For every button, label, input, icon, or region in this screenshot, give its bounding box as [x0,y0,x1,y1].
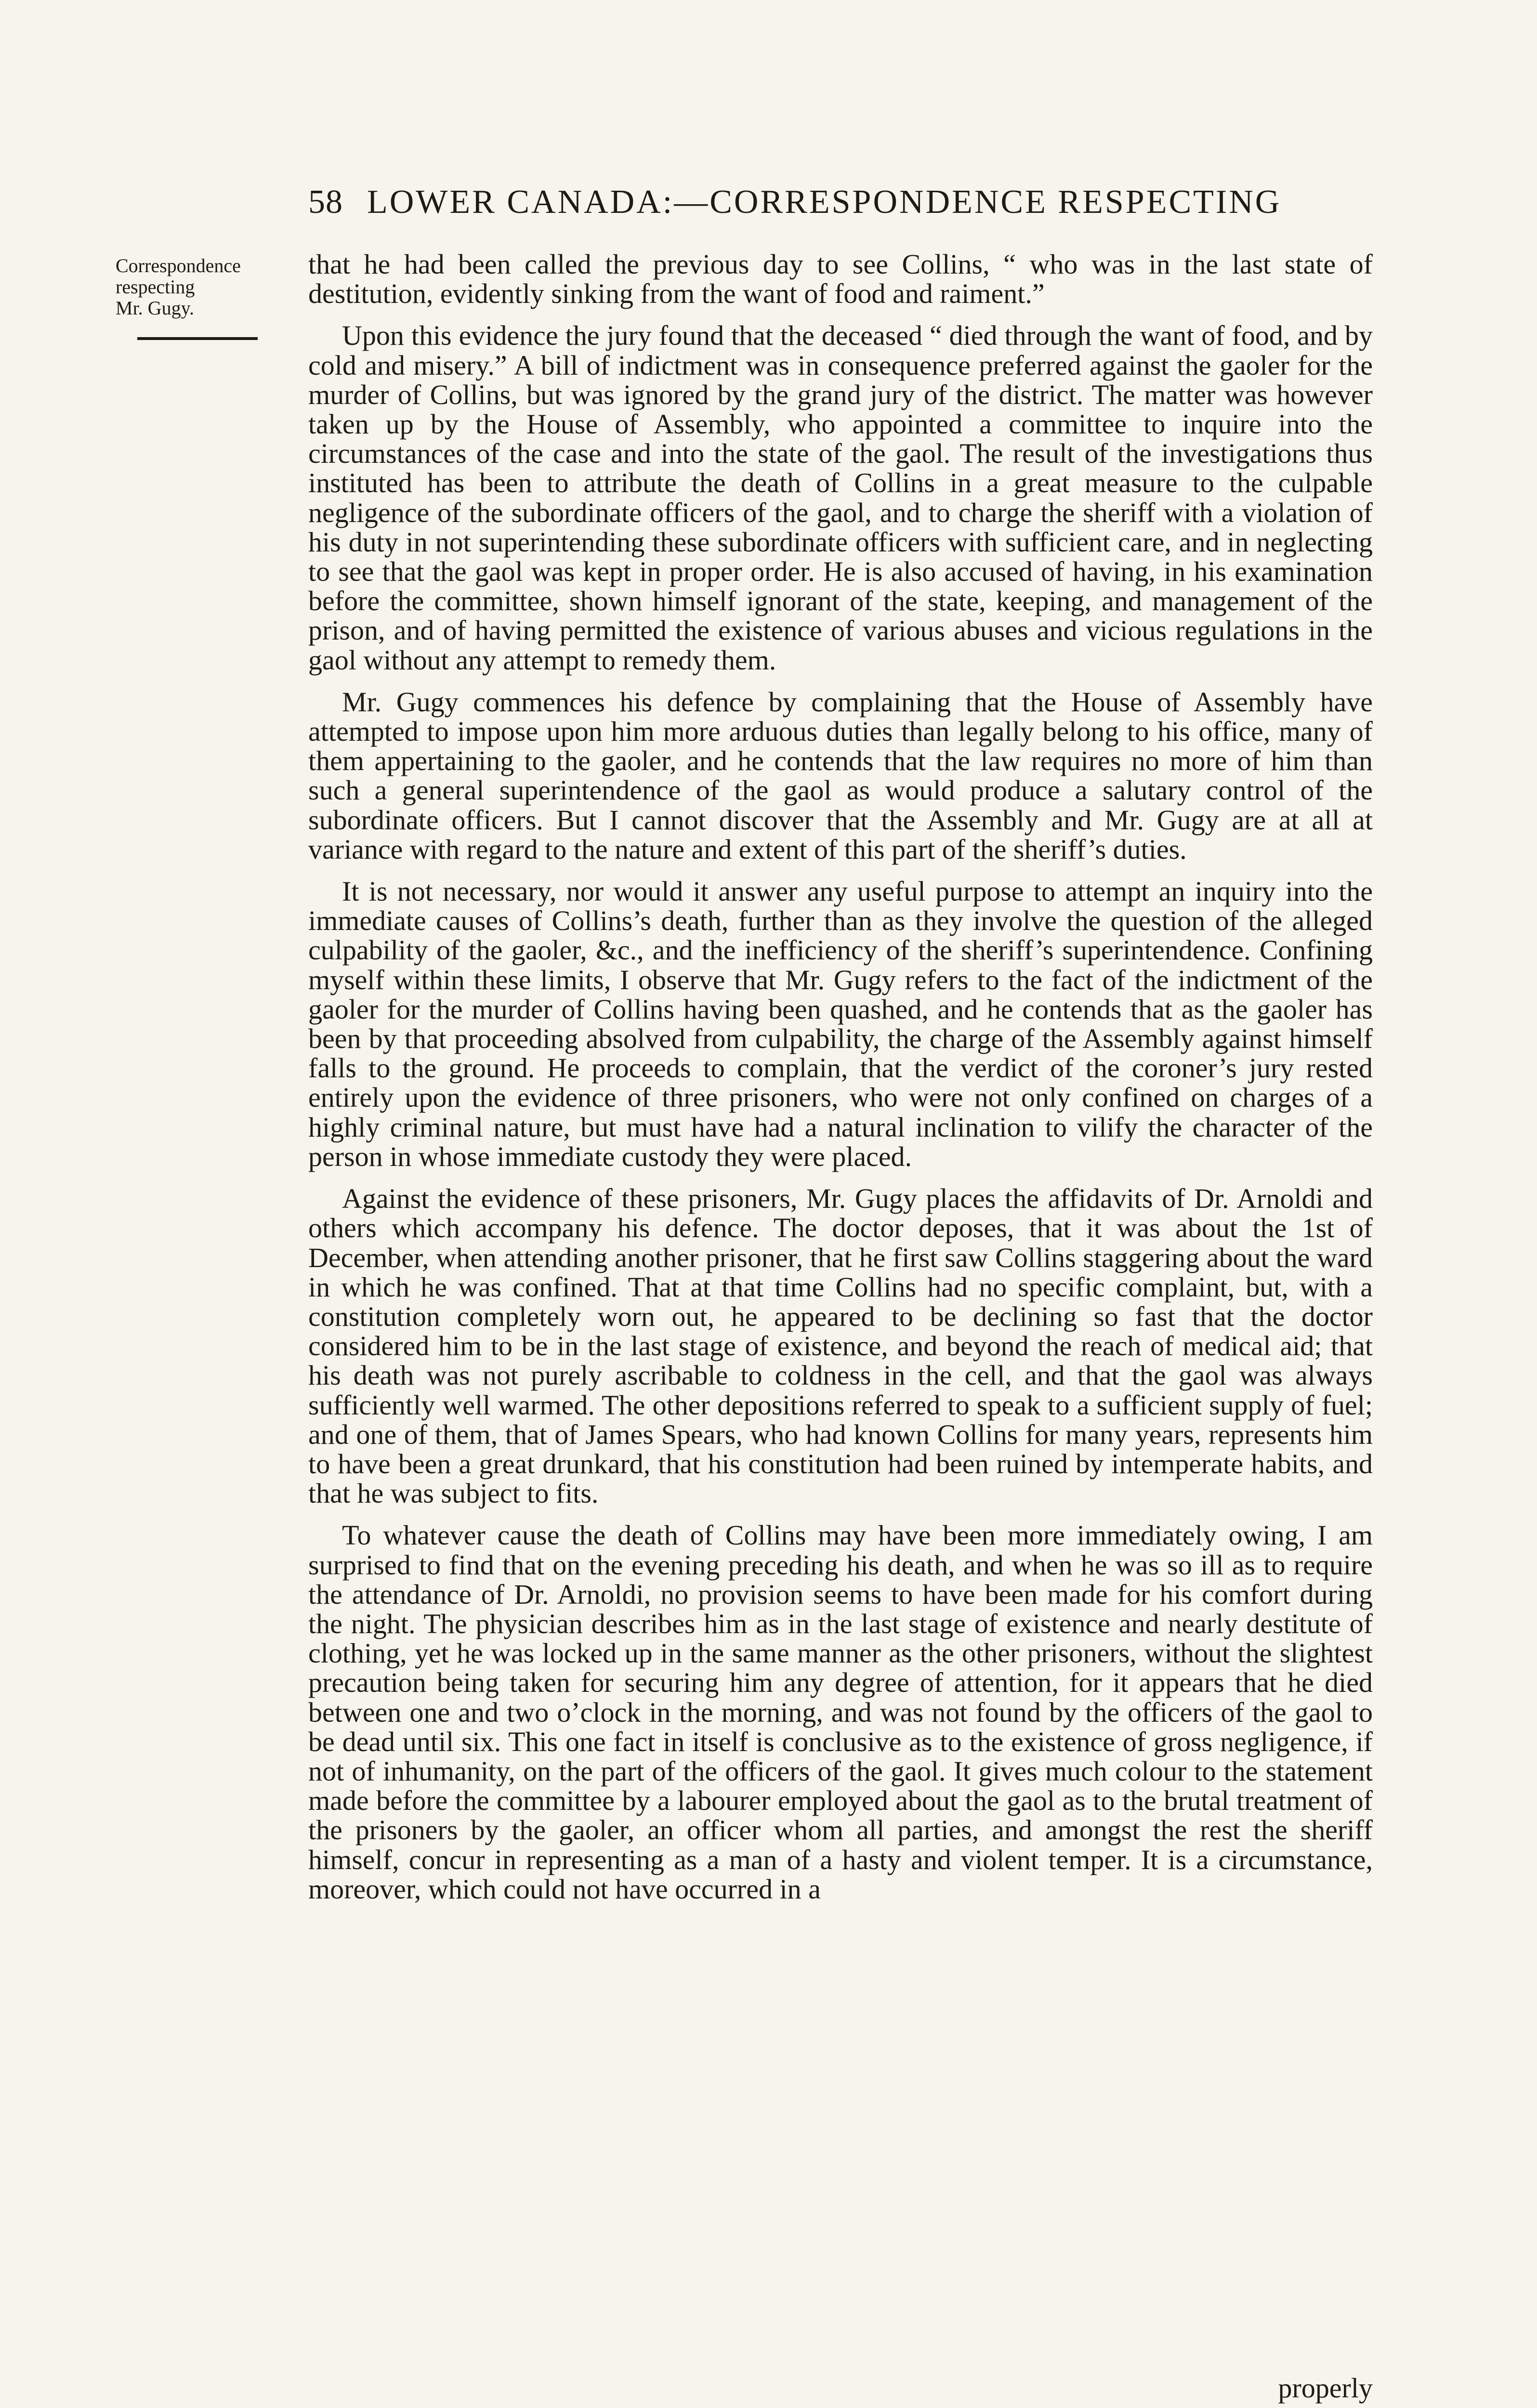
margin-note-line: Mr. Gugy. [116,297,194,319]
paragraph: It is not necessary, nor would it answer any useful purpose to attempt an inquiry into the immediate causes of Collins’s death, further than as they involve the question of the alleged culpability of the gaoler, &c., and the inefficiency of the sheriff’s superintendence. Confining myself within these limits, I observe that Mr. Gugy refers to the fact of the indictment of the gaoler for the murder of Collins having been quashed, and he contends that as the gaoler has been by that proceeding absolved from culpability, the charge of the Assembly against himself falls to the ground. He proceeds to complain, that the verdict of the coroner’s jury rested entirely upon the evidence of three prisoners, who were not only confined on charges of a highly criminal nature, but must have had a natural inclination to vilify the character of the person in whose immediate custody they were placed. [308,876,1373,1172]
page-number: 58 [308,183,343,221]
page-header [308,183,1368,236]
catchword: properly [1278,2372,1373,2404]
paragraph: that he had been called the previous day to see Collins, “ who was in the last state of destitution, evidently sinking from the want of food and raiment.” [308,249,1373,310]
body-text [308,249,1373,1916]
paragraph: Mr. Gugy commences his defence by complaining that the House of Assembly have attempted to impose upon him more arduous duties than legally belong to his office, many of them appertaining to the gaoler, and he contends that the law requires no more of him than such a general superintendence of the gaol as would produce a salutary control of the subordinate officers. But I cannot discover that the Assembly and Mr. Gugy are at all at variance with regard to the nature and extent of this part of the sheriff’s duties. [308,686,1373,865]
running-head: LOWER CANADA:—CORRESPONDENCE RESPECTING [367,183,1282,221]
paragraph: To whatever cause the death of Collins may have been more immediately owing, I am surprised to find that on the evening preceding his death, and when he was so ill as to require the attendance of Dr. Arnoldi, no provision seems to have been made for his comfort during the night. The physician describes him as in the last stage of existence and nearly destitute of clothing, yet he was locked up in the same manner as the other prisoners, without the slightest precaution being taken for securing him any degree of attention, for it appears that he died between one and two o’clock in the morning, and was not found by the officers of the gaol to be dead until six. This one fact in itself is conclusive as to the existence of gross negligence, if not of inhumanity, on the part of the officers of the gaol. It gives much colour to the statement made before the committee by a labourer employed about the gaol as to the brutal treatment of the prisoners by the gaoler, an officer whom all parties, and amongst the rest the sheriff himself, concur in representing as a man of a hasty and violent temper. It is a circumstance, moreover, which could not have occurred in a [308,1519,1373,1905]
margin-note-line: Correspondence [116,255,241,276]
margin-note [116,255,299,319]
paragraph: Upon this evidence the jury found that the deceased “ died through the want of food, and by cold and misery.” A bill of indictment was in consequence preferred against the gaoler for the murder of Collins, but was ignored by the grand jury of the district. The matter was however taken up by the House of Assembly, who appointed a committee to inquire into the circumstances of the case and into the state of the gaol. The result of the investigations thus instituted has been to attribute the death of Collins in a great measure to the culpable negligence of the subordinate officers of the gaol, and to charge the sheriff with a violation of his duty in not superintending these subordinate officers with sufficient care, and in neglecting to see that the gaol was kept in proper order. He is also accused of having, in his examination before the committee, shown himself ignorant of the state, keeping, and management of the prison, and of having permitted the existence of various abuses and vicious regulations in the gaol without any attempt to remedy them. [308,320,1373,676]
margin-rule [137,337,258,340]
margin-note-line: respecting [116,276,195,298]
paragraph: Against the evidence of these prisoners, Mr. Gugy places the affidavits of Dr. Arnoldi and others which accompany his defence. The doctor deposes, that it was about the 1st of December, when attending another prisoner, that he first saw Collins staggering about the ward in which he was confined. That at that time Collins had no specific complaint, but, with a constitution completely worn out, he appeared to be declining so fast that the doctor considered him to be in the last stage of existence, and beyond the reach of medical aid; that his death was not purely ascribable to coldness in the cell, and that the gaol was always sufficiently well warmed. The other depositions referred to speak to a sufficient supply of fuel; and one of them, that of James Spears, who had known Collins for many years, represents him to have been a great drunkard, that his constitution had been ruined by intemperate habits, and that he was subject to fits. [308,1183,1373,1509]
